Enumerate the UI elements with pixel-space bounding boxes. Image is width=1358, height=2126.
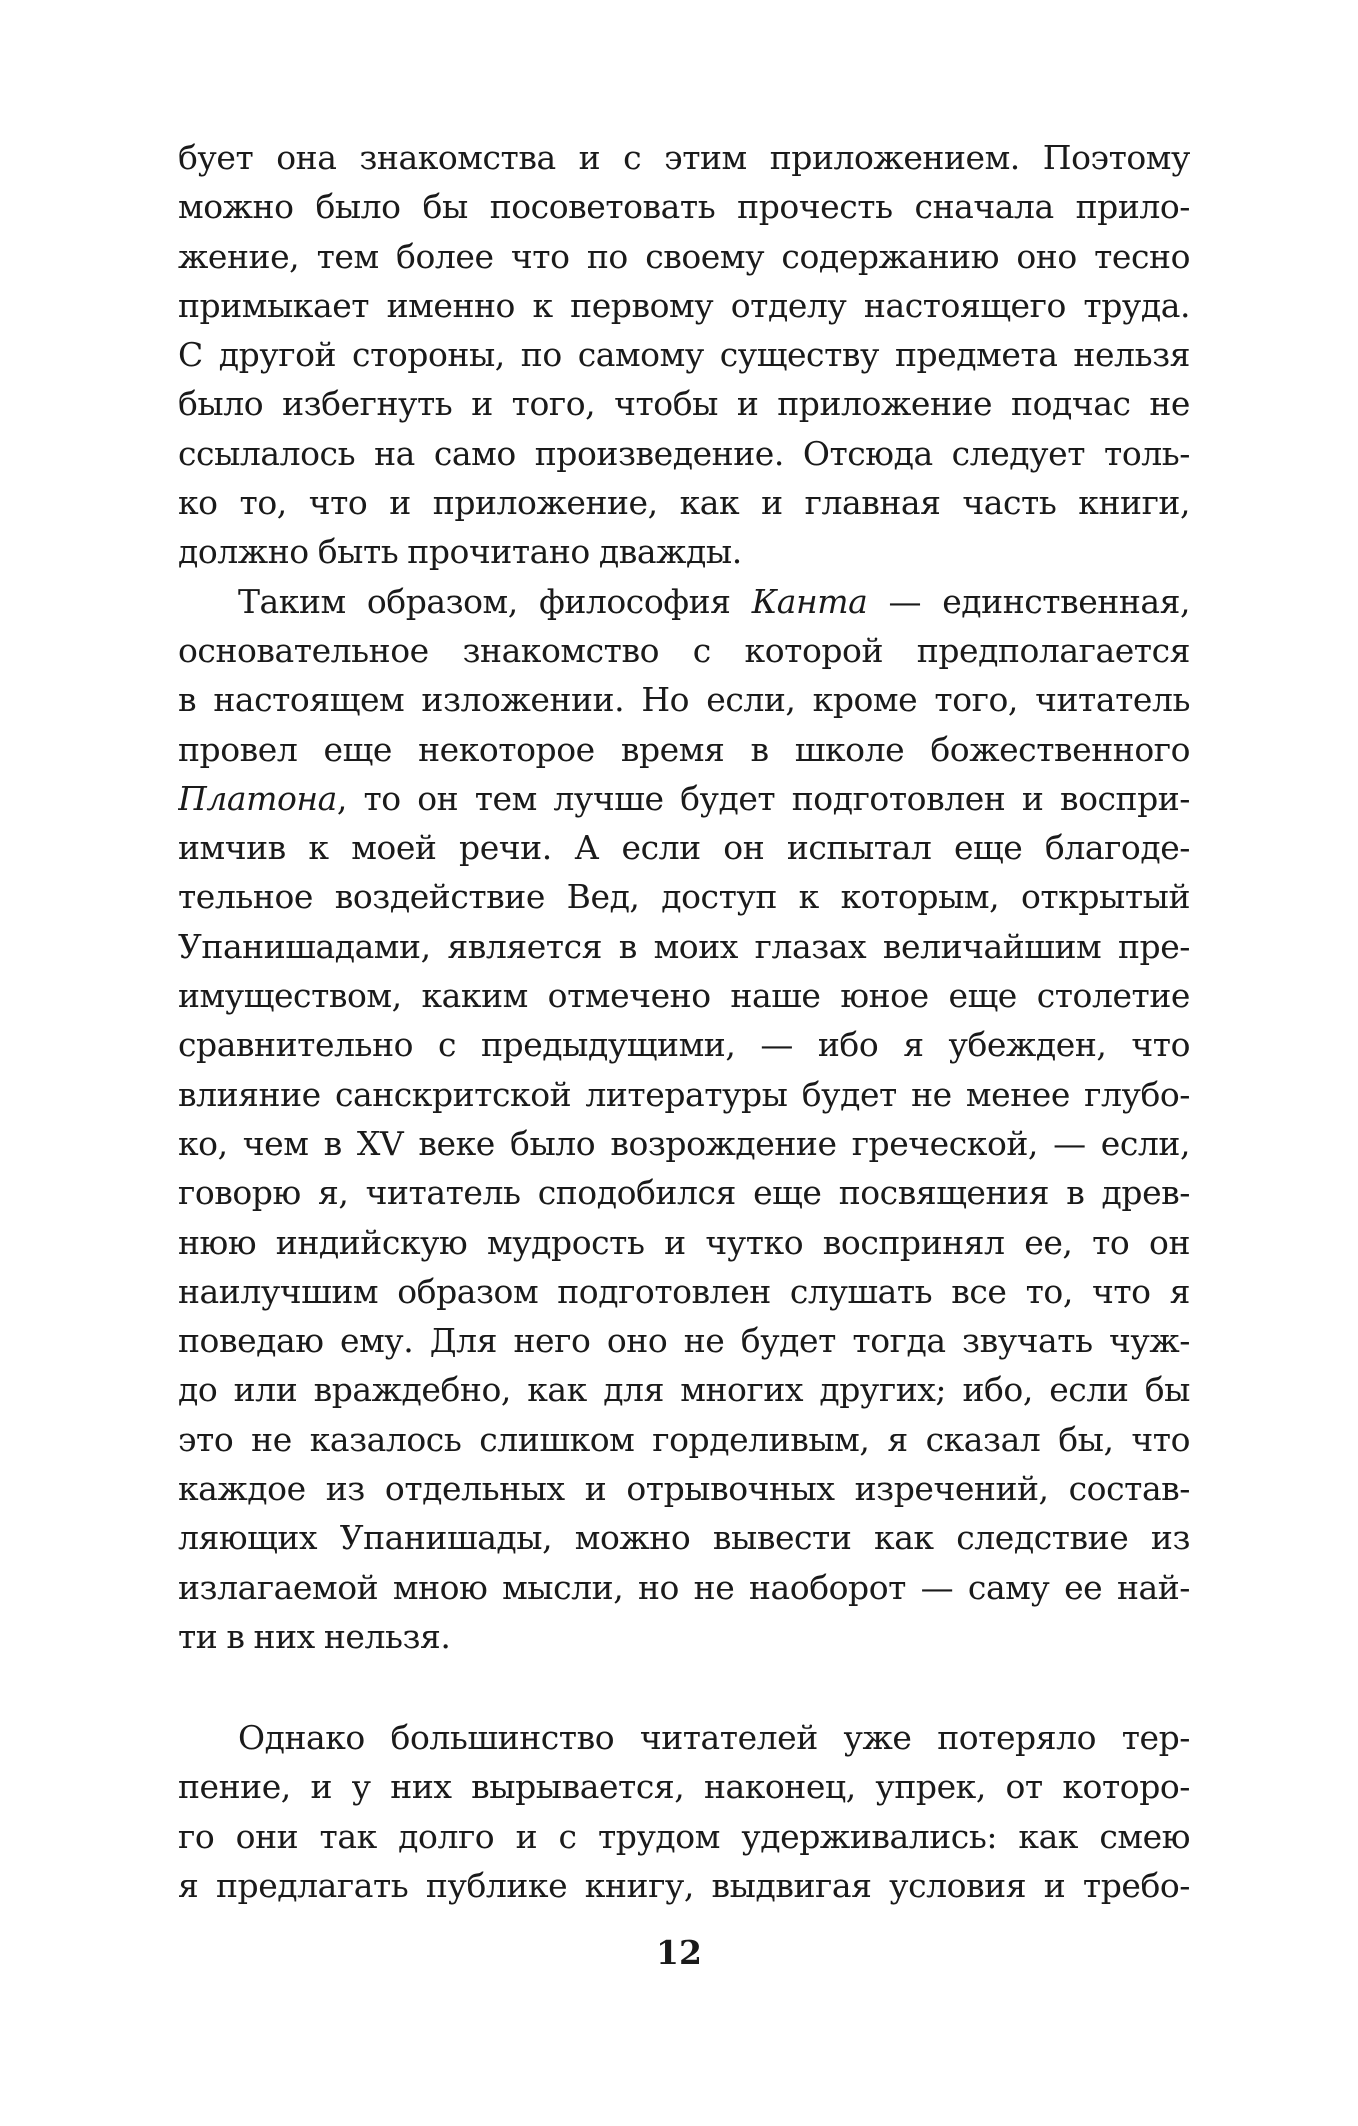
text-line: примыкает именно к первому отделу настоящего труда. (178, 285, 1190, 325)
text-line: каждое из отдельных и отрывочных изречений, состав- (178, 1469, 1190, 1509)
paragraph-first-line (178, 577, 1190, 626)
text-line: ляющих Упанишады, можно вывести как следствие из (178, 1518, 1190, 1558)
text-line: было избегнуть и того, чтобы и приложение подчас не (178, 384, 1190, 424)
paragraph-first-line: Однако большинство читателей уже потеряло тер- (238, 1718, 1190, 1757)
text-line: ти в них нельзя. (178, 1616, 451, 1656)
text-line: ко то, что и приложение, как и главная часть книги, (178, 483, 1190, 523)
text-line: ко, чем в XV веке было возрождение греческой, — если, (178, 1123, 1190, 1163)
text-line: имчив к моей речи. А если он испытал еще благоде- (178, 828, 1190, 868)
text-line: излагаемой мною мысли, но не наоборот — саму ее най- (178, 1567, 1190, 1607)
italic-name-plato: Платона (178, 778, 337, 818)
text-line: влияние санскритской литературы будет не менее глубо- (178, 1074, 1190, 1114)
text-line: тельное воздействие Вед, доступ к которым, открытый (178, 877, 1190, 917)
text-run: — единственная, (867, 581, 1190, 621)
text-line: можно было бы посоветовать прочесть сначала прило- (178, 187, 1190, 227)
text-line: имуществом, каким отмечено наше юное еще столетие (178, 976, 1190, 1016)
text-line: провел еще некоторое время в школе божественного (178, 729, 1190, 769)
text-line: должно быть прочитано дважды. (178, 532, 742, 572)
text-line: поведаю ему. Для него оно не будет тогда звучать чуж- (178, 1321, 1190, 1361)
main-text (178, 133, 1190, 1661)
text-line: я предлагать публике книгу, выдвигая условия и требо- (178, 1865, 1190, 1905)
page-number: 12 (656, 1933, 702, 1972)
text-line: в настоящем изложении. Но если, кроме того, читатель (178, 680, 1190, 720)
text-line: нюю индийскую мудрость и чутко воспринял ее, то он (178, 1222, 1190, 1262)
text-line: основательное знакомство с которой предполагается (178, 630, 1190, 670)
text-line: до или враждебно, как для многих других; ибо, если бы (178, 1370, 1190, 1410)
text-run: Таким образом, философия (238, 581, 752, 621)
text-line: ссылалось на само произведение. Отсюда следует толь- (178, 433, 1190, 473)
text-line: Упанишадами, является в моих глазах величайшим пре- (178, 926, 1190, 966)
text-line: жение, тем более что по своему содержанию оно тесно (178, 236, 1190, 276)
text-line (178, 774, 1190, 823)
text-line: сравнительно с предыдущими, — ибо я убежден, что (178, 1025, 1190, 1065)
text-line: го они так долго и с трудом удерживались: как смею (178, 1816, 1190, 1856)
section-text (178, 1713, 1190, 1910)
text-line: это не казалось слишком горделивым, я сказал бы, что (178, 1419, 1190, 1459)
text-line: говорю я, читатель сподобился еще посвящения в древ- (178, 1173, 1190, 1213)
text-run: , то он тем лучше будет подготовлен и воспри- (336, 778, 1190, 818)
italic-name-kant: Канта (751, 581, 868, 621)
text-line: С другой стороны, по самому существу предмета нельзя (178, 335, 1190, 375)
text-line: бует она знакомства и с этим приложением. Поэтому (178, 138, 1190, 177)
text-line: наилучшим образом подготовлен слушать все то, что я (178, 1271, 1190, 1311)
text-line: пение, и у них вырывается, наконец, упрек, от которо- (178, 1767, 1190, 1807)
